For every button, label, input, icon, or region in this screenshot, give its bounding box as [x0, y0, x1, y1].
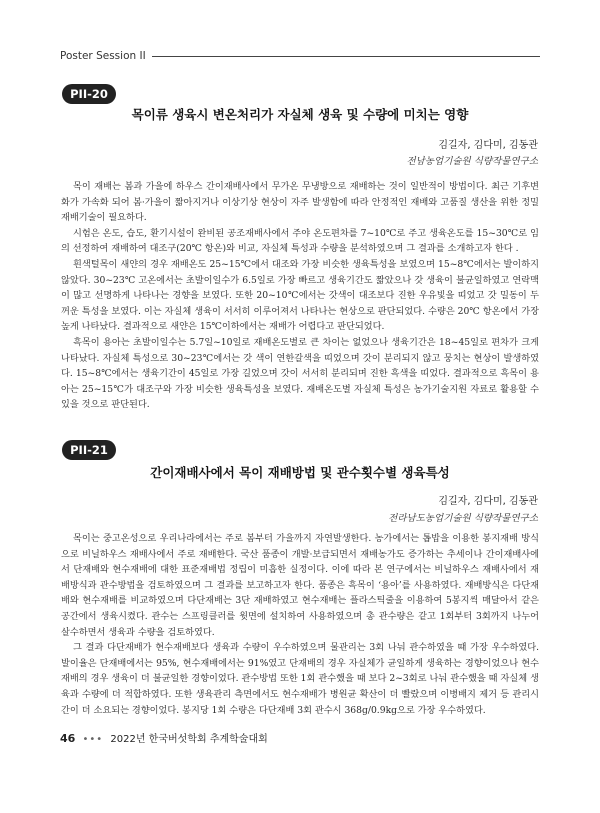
abstract-body [61, 179, 539, 413]
session-label: Poster Session II [60, 49, 152, 63]
authors: 김길자, 김다미, 김동관 [438, 496, 538, 507]
abstract-body [61, 531, 539, 718]
paragraph: 흑목이 용아는 초발이일수는 5.7일~10일로 재배온도별로 큰 차이는 없었으나 생육기간은 18~45일로 편차가 크게 나타났다. 자실체 특성으로 30~23℃에서는 갓 색이 연한갈색을 띠었으며 갓이 분리되지 않고 뭉치는 현상이 발생하였다. 15~8℃에서는 생육기간이 45일로 가장 길었으며 갓이 서서히 분리되며 진한 흑색을 띠었다. 결과적으로 흑목이 용아는 25~15℃가 대조구와 가장 비슷한 생육특성을 보였다. 재배온도별 자실체 특성은 농가기술지원 자료로 활용할 수 있을 것으로 판단된다. [61, 336, 539, 411]
running-header [60, 49, 540, 67]
poster-title: 목이류 생육시 변온처리가 자실체 생육 및 수량에 미치는 영향 [131, 107, 469, 122]
poster-badge: PII-21 [62, 440, 116, 460]
conference-name: 2022년 한국버섯학회 추계학술대회 [110, 734, 268, 745]
paragraph: 목이 재배는 봄과 가을에 하우스 간이재배사에서 무가온 무냉방으로 재배하는 것이 일반적이 방법이다. 최근 기후변화가 가속화 되어 봄·가을이 짧아지거나 이상기상 현상이 자주 발생함에 따라 안정적인 재배와 고품질 생산을 위한 정밀재배기술이 필요하다. [61, 181, 539, 224]
page-footer [60, 730, 540, 746]
poster-title: 간이재배사에서 목이 재배방법 및 관수횟수별 생육특성 [150, 465, 450, 480]
page-number: 46 [60, 732, 76, 745]
paragraph: 시험은 온도, 습도, 환기시설이 완비된 공조재배사에서 주야 온도편차를 7~10℃로 주고 생육온도를 15~30℃로 임의 선정하여 재배하여 대조구(20℃ 항온)와 비교, 자실체 특성과 수량을 분석하였으며 그 결과를 소개하고자 한다 . [61, 227, 539, 255]
footer-dots: ••• [82, 734, 104, 745]
paragraph: 목이는 중고온성으로 우리나라에서는 주로 봄부터 가을까지 자연발생한다. 농가에서는 톱밥을 이용한 봉지재배 방식으로 비닐하우스 재배사에서 주로 재배한다. 국산 품종이 개발·보급되면서 재배농가도 증가하는 추세이나 간이재배사에서 단재배와 현수재배에 대한 표준재배법 정립이 미흡한 실정이다. 이에 따라 본 연구에서는 비닐하우스 재배사에서 재배방식과 관수방법을 검토하였으며 그 결과를 보고하고자 한다. 품종은 흑목이 ‘용아’를 사용하였다. 재배방식은 다단재배와 현수재배를 비교하였으며 다단재배는 3단 재배하였고 현수재배는 플라스틱줄을 이용하여 5봉지씩 매달아서 같은 공간에서 생육시켰다. 관수는 스프링클러를 윗면에 설치하여 사용하였으며 총 관수량은 같고 1회부터 3회까지 나누어 살수하면서 생육과 수량을 검토하였다. [61, 533, 539, 638]
authors: 김길자, 김다미, 김동관 [438, 140, 538, 151]
paragraph: 흰색털목이 새얀의 경우 재배온도 25~15℃에서 대조와 가장 비슷한 생육특성을 보였으며 15~8℃에서는 발이하지 않았다. 30~23℃ 고온에서는 초발이일수가 6.5일로 가장 빠르고 생육기간도 짧았으나 갓 생육이 불균일하였고 연락맥이 많고 선명하게 나타나는 경향을 보였다. 또한 20~10℃에서는 갓색이 대조보다 진한 우유빛을 띠었고 갓 밀동이 두꺼운 특성을 보였다. 이는 자실체 생육이 서서히 이루어져서 나타나는 현상으로 판단되었다. 수량은 20℃ 항온에서 가장 높게 나타났다. 결과적으로 새얀은 15℃이하에서는 재배가 어렵다고 판단되었다. [61, 258, 539, 333]
affiliation: 전라남도농업기술원 식량작물연구소 [388, 513, 538, 524]
paragraph: 그 결과 다단재배가 현수재배보다 생육과 수량이 우수하였으며 물관리는 3회 나눠 관수하였을 때 가장 우수하였다. 발이율은 단재배에서는 95%, 현수재배에서는 91%였고 단재배의 경우 자실체가 균일하게 생육하는 경향이었으나 현수재배의 경우 생육이 더 불균일한 경향이었다. 관수방법 또한 1회 관수했을 때 보다 2~3회로 나눠 관수했을 때 자실체 생육과 수량에 더 적합하였다. 또한 생육관리 측면에서도 현수재배가 병원균 확산이 더 빨랐으며 이병배지 제거 등 관리시간이 더 소요되는 경향이었다. 봉지당 1회 수량은 다단재배 3회 관수시 368g/0.9kg으로 가장 우수하였다. [61, 642, 539, 716]
affiliation: 전남농업기술원 식량작물연구소 [406, 156, 538, 167]
poster-badge: PII-20 [62, 84, 116, 104]
